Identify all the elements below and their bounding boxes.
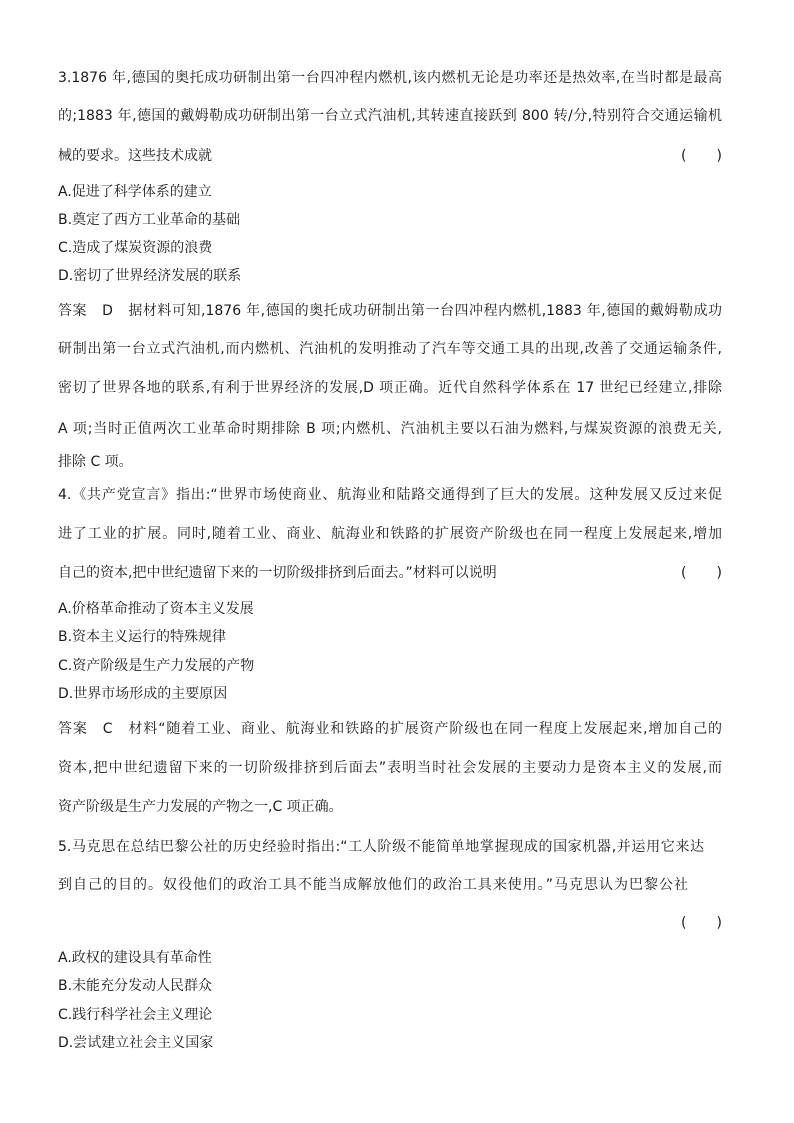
- answer-letter: D: [102, 303, 113, 319]
- option-c: C.造成了煤炭资源的浪费: [58, 240, 213, 256]
- option-c: C.资产阶级是生产力发展的产物: [58, 658, 255, 674]
- question-stem-line: 5.马克思在总结巴黎公社的历史经验时指出:“工人阶级不能简单地掌握现成的国家机器,并运用它来达: [58, 839, 704, 855]
- option-a: A.促进了科学体系的建立: [58, 184, 212, 200]
- answer-line: A 项;当时正值两次工业革命时期排除 B 项;内燃机、汽油机主要以石油为燃料,与煤炭资源的浪费无关,: [58, 421, 722, 437]
- answer-line: [58, 719, 722, 739]
- question-stem-line: 的;1883 年,德国的戴姆勒成功研制出第一台立式汽油机,其转速直接跃到 800 转/分,特别符合交通运输机: [58, 108, 722, 124]
- answer-line: 资本,把中世纪遗留下来的一切阶级排挤到后面去”表明当时社会发展的主要动力是资本主义的发展,而: [58, 760, 722, 776]
- answer-line: 排除 C 项。: [58, 454, 133, 470]
- answer-text: 据材料可知,1876 年,德国的奥托成功研制出第一台四冲程内燃机,1883 年,德国的戴姆勒成功: [127, 303, 722, 319]
- answer-line: 资产阶级是生产力发展的产物之一,C 项正确。: [58, 799, 343, 815]
- question-stem-line: 到自己的目的。奴役他们的政治工具不能当成解放他们的政治工具来使用。”马克思认为巴黎公社: [58, 877, 688, 893]
- answer-bracket: ( ): [681, 148, 722, 164]
- answer-line: 密切了世界各地的联系,有利于世界经济的发展,D 项正确。近代自然科学体系在 17 世纪已经建立,排除: [58, 380, 722, 396]
- answer-text: 材料“随着工业、商业、航海业和铁路的扩展资产阶级也在同一程度上发展起来,增加自己的: [127, 721, 723, 737]
- answer-line: 研制出第一台立式汽油机,而内燃机、汽油机的发明推动了汽车等交通工具的出现,改善了交通运输条件,: [58, 341, 722, 357]
- option-d: D.世界市场形成的主要原因: [58, 686, 228, 702]
- answer-label: 答案: [58, 721, 88, 737]
- option-d: D.密切了世界经济发展的联系: [58, 268, 242, 284]
- option-a: A.政权的建设具有革命性: [58, 950, 212, 966]
- option-b: B.资本主义运行的特殊规律: [58, 629, 227, 645]
- option-b: B.未能充分发动人民群众: [58, 978, 213, 994]
- answer-bracket: ( ): [681, 915, 722, 931]
- question-stem-line: 进了工业的扩展。同时,随着工业、商业、航海业和铁路的扩展资产阶级也在同一程度上发展起来,增加: [58, 526, 722, 542]
- option-c: C.践行科学社会主义理论: [58, 1007, 213, 1023]
- answer-letter: C: [102, 721, 113, 737]
- answer-label: 答案: [58, 303, 88, 319]
- question-stem-line: 自己的资本,把中世纪遗留下来的一切阶级排挤到后面去。”材料可以说明: [58, 565, 497, 581]
- option-a: A.价格革命推动了资本主义发展: [58, 601, 254, 617]
- answer-line: [58, 301, 722, 321]
- question-stem-line: 4.《共产党宣言》指出:“世界市场使商业、航海业和陆路交通得到了巨大的发展。这种发展又反过来促: [58, 487, 722, 503]
- option-b: B.奠定了西方工业革命的基础: [58, 212, 241, 228]
- question-stem-line: 械的要求。这些技术成就: [58, 148, 212, 164]
- option-d: D.尝试建立社会主义国家: [58, 1035, 214, 1051]
- answer-bracket: ( ): [681, 565, 722, 581]
- question-stem-line: 3.1876 年,德国的奥托成功研制出第一台四冲程内燃机,该内燃机无论是功率还是热效率,在当时都是最高: [58, 70, 722, 86]
